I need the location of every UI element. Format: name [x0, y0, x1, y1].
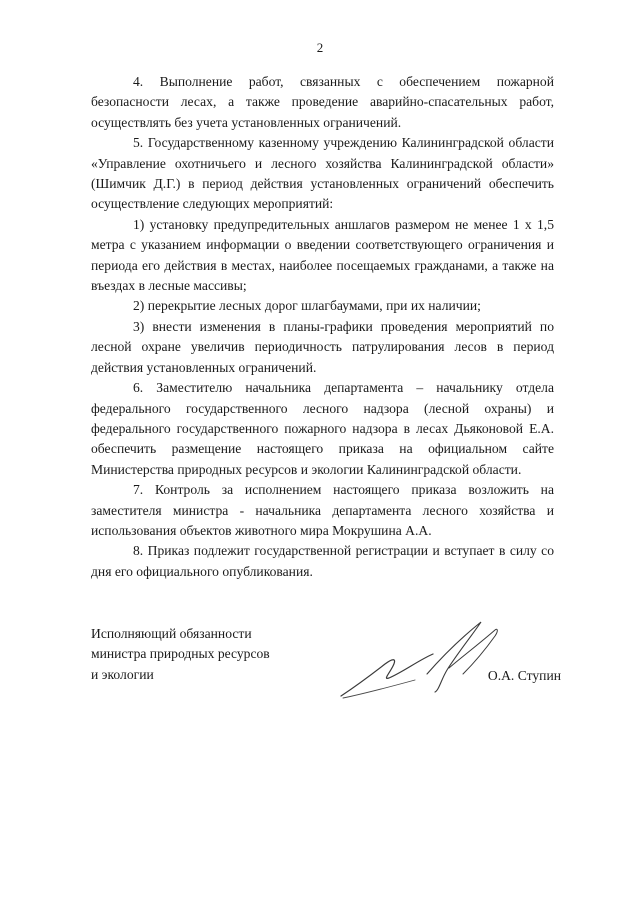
signatory-title-line: и экологии — [91, 666, 154, 682]
handwritten-signature — [323, 608, 523, 708]
signatory-title — [91, 624, 311, 685]
document-body — [91, 72, 554, 582]
page-number: 2 — [316, 40, 324, 55]
paragraph-4: 4. Выполнение работ, связанных с обеспечением пожарной безопасности лесах, а также проведение аварийно-спасательных работ, осуществлять без учета установленных ограничений. — [91, 74, 554, 130]
paragraph-8: 8. Приказ подлежит государственной регистрации и вступает в силу со дня его официального опубликования. — [91, 543, 554, 579]
signatory-name: О.А. Ступин — [487, 668, 561, 683]
signature-block — [91, 624, 561, 714]
paragraph-5: 5. Государственному казенному учреждению Калининградской области «Управление охотничьего и лесного хозяйства Калининградской области» (Шимчик Д.Г.) в период действия установленных ограничений обеспечить осуществление следующих мероприятий: — [91, 135, 554, 212]
paragraph-5-item-3: 3) внести изменения в планы-графики проведения мероприятий по лесной охране увеличив периодичность патрулирования лесов в период действия установленных ограничений. — [91, 318, 554, 375]
paragraph-6: 6. Заместителю начальника департамента – начальнику отдела федерального государственного лесного надзора (лесной охраны) и федерального государственного пожарного надзора в лесах Дьяконовой Е.А. обеспечить размещение настоящего приказа на официальном сайте Министерства природных ресурсов и экологии Калининградской области. — [91, 380, 554, 477]
signatory-title-line: Исполняющий обязанности — [91, 626, 252, 641]
paragraph-5-item-2: 2) перекрытие лесных дорог шлагбаумами, при их наличии; — [133, 298, 481, 314]
signatory-title-line: министра природных ресурсов — [91, 646, 270, 662]
paragraph-7: 7. Контроль за исполнением настоящего приказа возложить на заместителя министра - начальника департамента лесного хозяйства и использования объектов животного мира Мокрушина А.А. — [91, 482, 554, 538]
paragraph-5-item-1: 1) установку предупредительных аншлагов размером не менее 1 х 1,5 метра с указанием информации о введении соответствующего ограничения и периода его действия в местах, наиболее посещаемых гражданами, а также на въездах в лесные массивы; — [91, 216, 554, 294]
